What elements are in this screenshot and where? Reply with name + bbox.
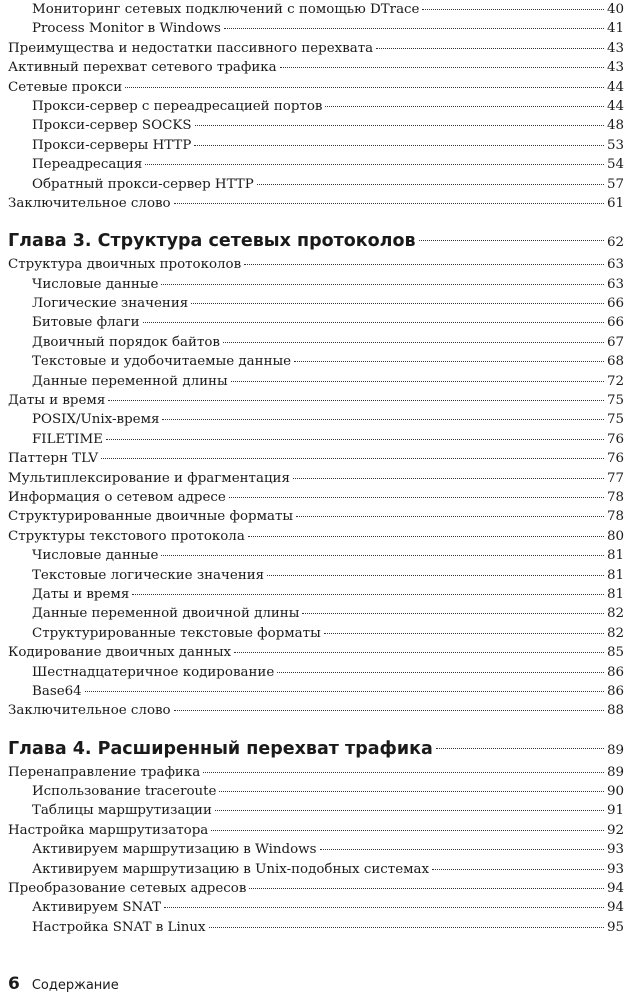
toc-entry-title: Прокси-сервер с переадресацией портов <box>32 98 323 114</box>
toc-entry-title: Мониторинг сетевых подключений с помощью DTrace <box>32 2 420 17</box>
toc-entry-title: Мультиплексирование и фрагментация <box>8 470 290 486</box>
toc-entry-page: 72 <box>606 373 624 389</box>
dot-leader <box>219 791 603 792</box>
toc-entry-title: Структурированные текстовые форматы <box>32 625 321 641</box>
toc-entry <box>8 801 624 820</box>
toc-entry <box>8 0 624 19</box>
toc-entry-page: 85 <box>606 645 624 661</box>
toc-entry <box>8 194 624 213</box>
toc-entry-title: Прокси-сервер SOCKS <box>32 118 192 134</box>
chapter-page: 62 <box>606 235 624 251</box>
toc-entry-title: Активируем SNAT <box>32 900 162 916</box>
toc-entry <box>8 78 624 97</box>
toc-entry-page: 81 <box>606 586 624 602</box>
toc-entry <box>8 682 624 701</box>
dot-leader <box>432 869 604 870</box>
toc-entry <box>8 372 624 391</box>
toc-entry-page: 54 <box>606 157 624 173</box>
toc-entry-title: Заключительное слово <box>8 195 171 211</box>
toc-entry <box>8 116 624 135</box>
dot-leader <box>294 361 604 362</box>
toc-entry <box>8 313 624 332</box>
toc-entry-page: 57 <box>606 176 624 192</box>
toc-entry-page: 93 <box>606 861 624 877</box>
toc-entry <box>8 879 624 898</box>
toc-entry-title: Активный перехват сетевого трафика <box>8 60 277 76</box>
toc-entry-page: 75 <box>606 393 624 409</box>
toc-entry <box>8 39 624 58</box>
dot-leader <box>164 907 604 908</box>
dot-leader <box>277 672 604 673</box>
toc-entry <box>8 294 624 313</box>
toc-entry-title: Кодирование двоичных данных <box>8 645 232 661</box>
dot-leader <box>161 555 604 556</box>
toc-entry-title: Перенаправление трафика <box>8 764 201 780</box>
toc-entry-page: 76 <box>606 431 624 447</box>
dot-leader <box>191 303 604 304</box>
toc-entry-page: 41 <box>606 21 624 37</box>
dot-leader <box>203 772 604 773</box>
dot-leader <box>143 322 604 323</box>
toc-entry <box>8 918 624 937</box>
toc-entry-page: 66 <box>606 296 624 312</box>
toc-entry <box>8 391 624 410</box>
toc-entry-title: Числовые данные <box>32 548 159 564</box>
toc-entry <box>8 763 624 782</box>
toc-entry <box>8 782 624 801</box>
toc-entry-title: Текстовые и удобочитаемые данные <box>32 354 292 370</box>
toc-entry-title: Битовые флаги <box>32 315 140 331</box>
dot-leader <box>244 264 604 265</box>
dot-leader <box>422 9 603 10</box>
toc-entry <box>8 701 624 720</box>
toc-entry-page: 95 <box>606 919 624 935</box>
toc-entry-page: 80 <box>606 528 624 544</box>
toc-entry <box>8 604 624 623</box>
toc-entry-page: 77 <box>606 470 624 486</box>
toc-entry-title: Логические значения <box>32 296 189 312</box>
dot-leader <box>257 184 604 185</box>
toc-entry-page: 44 <box>606 98 624 114</box>
toc-entry-page: 44 <box>606 79 624 95</box>
dot-leader <box>194 145 604 146</box>
toc-entry-title: Данные переменной длины <box>32 373 228 389</box>
toc-entry-title: Таблицы маршрутизации <box>32 803 212 819</box>
chapter-heading-3 <box>8 227 624 255</box>
dot-leader <box>376 48 604 49</box>
toc-entry-title: Base64 <box>32 683 82 699</box>
toc-entry <box>8 898 624 917</box>
toc-group-chapter4 <box>8 763 624 938</box>
toc-entry-page: 66 <box>606 315 624 331</box>
toc-entry-page: 48 <box>606 118 624 134</box>
dot-leader <box>320 849 604 850</box>
toc-entry-title: Шестнадцатеричное кодирование <box>32 664 275 680</box>
dot-leader <box>419 240 604 241</box>
dot-leader <box>85 691 604 692</box>
toc-entry-title: Преимущества и недостатки пассивного перехвата <box>8 40 374 56</box>
toc-entry-title: POSIX/Unix-время <box>32 412 160 428</box>
toc-entry-page: 90 <box>606 784 624 800</box>
toc-group-chapter2-tail <box>8 0 624 213</box>
dot-leader <box>215 810 604 811</box>
toc-entry <box>8 58 624 77</box>
toc-entry-title: Использование traceroute <box>32 784 217 800</box>
toc-entry-page: 86 <box>606 683 624 699</box>
toc-entry <box>8 352 624 371</box>
dot-leader <box>108 400 604 401</box>
toc-entry-page: 93 <box>606 842 624 858</box>
dot-leader <box>145 164 604 165</box>
dot-leader <box>223 342 604 343</box>
toc-entry <box>8 97 624 116</box>
toc-entry-page: 78 <box>606 509 624 525</box>
toc-entry-title: Прокси-серверы HTTP <box>32 137 192 153</box>
chapter-title: Глава 3. Структура сетевых протоколов <box>8 231 416 252</box>
dot-leader <box>234 652 604 653</box>
dot-leader <box>174 710 604 711</box>
toc-entry <box>8 449 624 468</box>
toc-entry-title: Сетевые прокси <box>8 79 123 95</box>
dot-leader <box>224 28 604 29</box>
toc-entry <box>8 663 624 682</box>
toc-entry <box>8 643 624 662</box>
toc-entry <box>8 821 624 840</box>
toc-entry-title: Текстовые логические значения <box>32 567 265 583</box>
toc-entry-title: Структура двоичных протоколов <box>8 257 242 273</box>
toc-entry-page: 43 <box>606 40 624 56</box>
toc-entry-page: 53 <box>606 137 624 153</box>
toc-entry <box>8 19 624 38</box>
dot-leader <box>229 497 604 498</box>
toc-entry-title: Паттерн TLV <box>8 451 99 467</box>
dot-leader <box>267 575 604 576</box>
dot-leader <box>248 536 604 537</box>
footer-label: Содержание <box>31 978 119 993</box>
toc-entry <box>8 507 624 526</box>
toc-entry-page: 91 <box>606 803 624 819</box>
chapter-title: Глава 4. Расширенный перехват трафика <box>8 738 433 759</box>
page-footer <box>8 974 119 994</box>
toc-entry-title: Обратный прокси-сервер HTTP <box>32 176 254 192</box>
toc-entry-title: Process Monitor в Windows <box>32 21 221 37</box>
dot-leader <box>249 888 604 889</box>
toc-entry-title: Даты и время <box>32 586 130 602</box>
dot-leader <box>324 633 604 634</box>
toc-entry-title: Настройка маршрутизатора <box>8 822 209 838</box>
toc-entry-title: Настройка SNAT в Linux <box>32 919 206 935</box>
dot-leader <box>293 478 604 479</box>
toc-entry-title: Информация о сетевом адресе <box>8 489 226 505</box>
toc-entry-page: 67 <box>606 334 624 350</box>
toc-entry <box>8 275 624 294</box>
dot-leader <box>106 439 604 440</box>
toc-entry-title: Структуры текстового протокола <box>8 528 245 544</box>
dot-leader <box>132 594 604 595</box>
toc-entry <box>8 840 624 859</box>
toc-entry-title: Структурированные двоичные форматы <box>8 509 294 525</box>
toc-entry-page: 94 <box>606 881 624 897</box>
toc-entry-page: 63 <box>606 257 624 273</box>
chapter-page: 89 <box>606 742 624 758</box>
dot-leader <box>280 67 604 68</box>
toc-entry <box>8 527 624 546</box>
toc-entry <box>8 155 624 174</box>
dot-leader <box>302 613 604 614</box>
toc-group-chapter3 <box>8 255 624 720</box>
toc-entry-page: 88 <box>606 703 624 719</box>
dot-leader <box>162 419 604 420</box>
chapter-heading-4 <box>8 735 624 763</box>
toc-entry-page: 92 <box>606 822 624 838</box>
dot-leader <box>174 203 604 204</box>
dot-leader <box>211 830 604 831</box>
toc-entry-page: 81 <box>606 548 624 564</box>
toc-entry <box>8 546 624 565</box>
toc-entry-title: Преобразование сетевых адресов <box>8 881 247 897</box>
toc-entry-title: FILETIME <box>32 431 103 447</box>
dot-leader <box>231 381 604 382</box>
toc-entry-title: Данные переменной двоичной длины <box>32 606 300 622</box>
page-number: 6 <box>8 974 20 994</box>
toc-entry <box>8 624 624 643</box>
dot-leader <box>209 927 604 928</box>
toc-entry <box>8 860 624 879</box>
toc-entry <box>8 488 624 507</box>
dot-leader <box>325 106 604 107</box>
toc-entry <box>8 566 624 585</box>
toc-entry-page: 81 <box>606 567 624 583</box>
toc-entry-page: 76 <box>606 451 624 467</box>
toc-entry-title: Активируем маршрутизацию в Windows <box>32 842 317 858</box>
toc-entry-page: 86 <box>606 664 624 680</box>
toc-entry <box>8 410 624 429</box>
dot-leader <box>125 87 604 88</box>
toc-entry-page: 43 <box>606 60 624 76</box>
toc-entry-page: 94 <box>606 900 624 916</box>
toc-entry <box>8 430 624 449</box>
toc-entry-title: Двоичный порядок байтов <box>32 334 220 350</box>
toc-entry <box>8 469 624 488</box>
dot-leader <box>161 284 604 285</box>
toc-entry <box>8 255 624 274</box>
toc-entry-page: 40 <box>606 2 624 17</box>
toc-entry-page: 82 <box>606 606 624 622</box>
toc-entry <box>8 333 624 352</box>
dot-leader <box>195 125 604 126</box>
toc-entry-page: 75 <box>606 412 624 428</box>
dot-leader <box>101 458 604 459</box>
toc-entry-title: Даты и время <box>8 393 106 409</box>
dot-leader <box>296 516 604 517</box>
table-of-contents <box>8 0 624 937</box>
toc-entry <box>8 136 624 155</box>
toc-entry-page: 68 <box>606 354 624 370</box>
toc-entry-title: Заключительное слово <box>8 703 171 719</box>
toc-entry <box>8 585 624 604</box>
toc-entry-page: 82 <box>606 625 624 641</box>
toc-entry-page: 63 <box>606 276 624 292</box>
toc-entry-page: 78 <box>606 489 624 505</box>
toc-entry-title: Активируем маршрутизацию в Unix-подобных системах <box>32 861 430 877</box>
toc-entry-title: Числовые данные <box>32 276 159 292</box>
toc-entry-page: 89 <box>606 764 624 780</box>
toc-entry-title: Переадресация <box>32 157 143 173</box>
toc-entry <box>8 175 624 194</box>
toc-entry-page: 61 <box>606 195 624 211</box>
dot-leader <box>436 748 604 749</box>
